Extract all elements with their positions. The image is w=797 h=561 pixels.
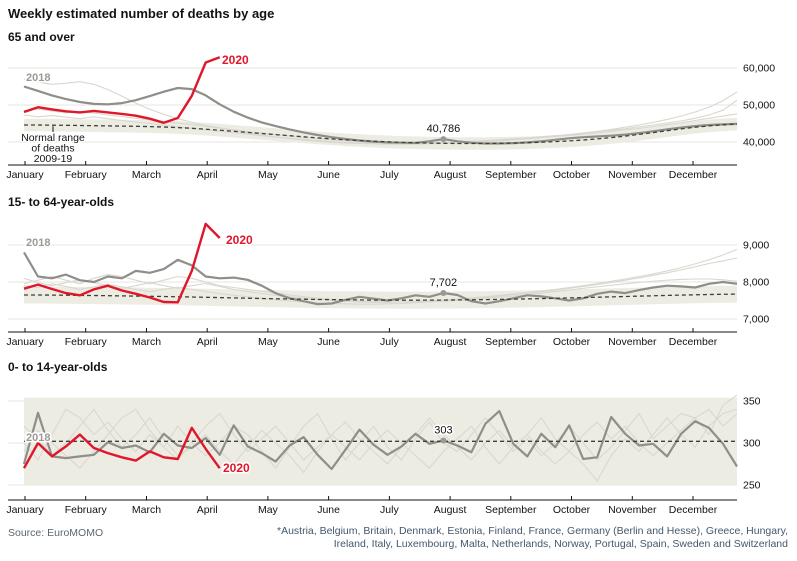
month-label: April (196, 336, 218, 348)
month-label: January (6, 336, 44, 348)
month-label: May (257, 169, 278, 181)
normal-range-label: Normal range (21, 132, 85, 144)
y-tick-label: 50,000 (743, 99, 776, 112)
chart-panel-0-to-14 (0, 380, 797, 525)
month-label: April (196, 504, 218, 516)
y-tick-label: 60,000 (743, 62, 776, 75)
month-label: May (257, 336, 278, 348)
y-tick-label: 8,000 (743, 276, 770, 289)
month-label: July (380, 336, 399, 348)
month-label: October (552, 336, 591, 348)
month-label: March (131, 169, 162, 181)
month-label: November (608, 336, 657, 348)
month-label: February (64, 169, 107, 181)
footnote-line-2: Ireland, Italy, Luxembourg, Malta, Netherlands, Norway, Portugal, Spain, Sweden and Switzerland (333, 538, 788, 550)
chart-panel-65-and-over (0, 50, 797, 195)
month-label: September (485, 169, 537, 181)
month-label: March (131, 336, 162, 348)
month-label: July (380, 169, 399, 181)
annotation-dot (440, 438, 446, 444)
month-label: August (433, 169, 467, 181)
footnote (277, 525, 788, 551)
month-label: October (552, 169, 591, 181)
month-label: August (433, 336, 467, 348)
month-label: November (608, 169, 657, 181)
y-tick-label: 9,000 (743, 239, 770, 252)
month-label: June (317, 336, 340, 348)
annotation-value: 40,786 (426, 123, 461, 136)
y-tick-label: 300 (743, 437, 761, 450)
label-2020: 2020 (226, 233, 253, 247)
normal-range-label: of deaths (31, 142, 75, 155)
chart-panel-15-to-64 (0, 215, 797, 360)
footnote-line-1: *Austria, Belgium, Britain, Denmark, Estonia, Finland, France, Germany (Berlin and Hesse), Greece, Hungary, (276, 525, 788, 537)
month-label: June (317, 169, 340, 181)
month-label: May (257, 504, 278, 516)
normal-range-band (24, 286, 737, 309)
month-label: July (380, 504, 399, 516)
y-tick-label: 7,000 (743, 313, 770, 326)
panel-title-65-and-over: 65 and over (8, 30, 75, 44)
month-label: December (668, 169, 718, 181)
month-label: April (196, 169, 218, 181)
label-2020: 2020 (222, 53, 249, 67)
month-label: September (485, 504, 537, 516)
panel-title-15-to-64: 15- to 64-year-olds (8, 195, 115, 209)
panel-title-0-to-14: 0- to 14-year-olds (8, 360, 108, 374)
month-label: March (131, 504, 162, 516)
month-label: January (6, 169, 44, 181)
annotation-value: 303 (434, 424, 453, 437)
normal-range-label: 2009-19 (33, 153, 73, 165)
label-2020: 2020 (223, 461, 250, 475)
label-2018: 2018 (26, 237, 51, 249)
chart-title: Weekly estimated number of deaths by age (8, 6, 275, 21)
month-label: January (6, 504, 44, 516)
y-tick-label: 40,000 (743, 136, 776, 149)
month-label: December (668, 336, 718, 348)
annotation-dot (440, 290, 446, 296)
label-2018: 2018 (26, 72, 51, 84)
y-tick-label: 250 (743, 479, 761, 492)
y-tick-label: 350 (743, 395, 761, 408)
month-label: November (608, 504, 657, 516)
month-label: October (552, 504, 591, 516)
month-label: December (668, 504, 718, 516)
month-label: August (433, 504, 467, 516)
month-label: February (64, 336, 107, 348)
month-label: September (485, 336, 537, 348)
annotation-dot (440, 136, 446, 142)
annotation-value: 7,702 (429, 277, 458, 289)
month-label: February (64, 504, 107, 516)
month-label: June (317, 504, 340, 516)
label-2018: 2018 (26, 432, 51, 444)
source-note: Source: EuroMOMO (8, 527, 104, 539)
